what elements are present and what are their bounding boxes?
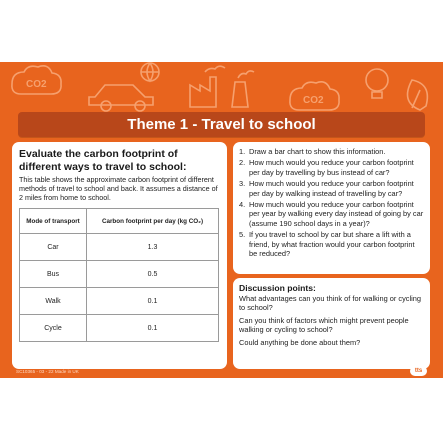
lightbulb-icon [366,69,388,98]
questions-list [239,147,424,259]
activity-card [12,142,227,369]
question-item [239,147,424,157]
table-cell-mode: Cycle [20,315,87,342]
carbon-footprint-table [19,208,219,342]
discussion-title: Discussion points: [239,283,316,293]
question-item [239,179,424,198]
table-cell-footprint: 0.5 [87,261,219,288]
question-text: How much would you reduce your carbon footprint per year by walking every day instead of going by car (assume 190 school days in a year)? [249,199,424,228]
question-text: How much would you reduce your carbon footprint per day by travelling by bus instead of car? [249,158,414,177]
table-row [20,288,219,315]
discussion-point: Can you think of factors which might prevent people walking or cycling to school? [239,315,409,335]
co2-badge-left: CO2 [26,79,47,90]
question-text: How much would you reduce your carbon footprint per day by walking instead of travelling by car? [249,178,414,198]
table-cell-footprint: 1.3 [87,234,219,261]
question-number: 1. [239,147,246,156]
table-cell-mode: Bus [20,261,87,288]
co2-badge-right: CO2 [303,95,324,106]
car-icon [89,85,153,111]
table-row [20,315,219,342]
question-text: If you travel to school by car but share a lift with a friend, by what fraction would your carbon footprint be reduced? [249,230,415,259]
table-cell-mode: Walk [20,288,87,315]
power-plant-icon [232,71,254,107]
activity-intro: This table shows the approximate carbon footprint of different methods of travel to school and back. It assumes a distance of 2 miles from home to school. [19,175,218,202]
tts-logo: tts [410,366,427,376]
poster [0,62,443,378]
discussion-point: Could anything be done about them? [239,337,361,347]
question-number: 3. [239,178,246,188]
table-header-row [20,209,219,234]
discussion-point: What advantages can you think of for walking or cycling to school? [239,294,421,313]
question-text: Draw a bar chart to show this information. [249,147,386,156]
page-title: Theme 1 - Travel to school [18,112,425,137]
question-number: 5. [239,230,246,240]
product-code: SC10365 - 03 - 22 Made in UK [16,369,79,374]
leaf-icon [408,80,428,110]
table-header-footprint: Carbon footprint per day (kg CO₂) [87,209,219,234]
question-number: 2. [239,158,246,168]
questions-card [233,142,430,274]
globe-icon [141,63,159,81]
table-cell-mode: Car [20,234,87,261]
question-number: 4. [239,199,246,209]
table-row [20,261,219,288]
question-item [239,230,424,259]
table-cell-footprint: 0.1 [87,288,219,315]
discussion-card [233,278,430,369]
factory-icon [190,66,225,107]
question-item [239,158,424,177]
table-row [20,234,219,261]
table-cell-footprint: 0.1 [87,315,219,342]
activity-heading: Evaluate the carbon footprint of different ways to travel to school: [19,148,187,173]
question-item [239,200,424,229]
table-header-mode: Mode of transport [20,209,87,234]
